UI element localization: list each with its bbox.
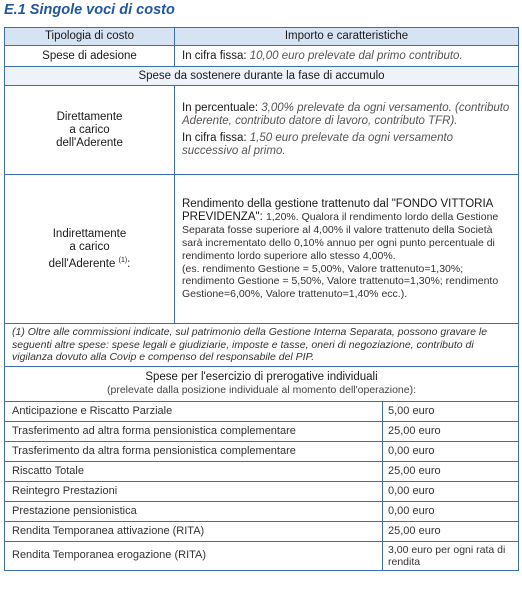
indiretto-label-line1: Indirettamente bbox=[52, 227, 127, 240]
diretto-label-line3: dell'Aderente bbox=[56, 136, 123, 149]
indiretto-colon: : bbox=[127, 257, 131, 270]
prerogative-value: 0,00 euro bbox=[383, 501, 519, 521]
prerogative-value: 0,00 euro bbox=[383, 481, 519, 501]
prerogative-value: 5,00 euro bbox=[383, 401, 519, 421]
prerogative-label: Rendita Temporanea erogazione (RITA) bbox=[5, 541, 383, 570]
indiretto-example: (es. rendimento Gestione = 5,00%, Valore trattenuto=1,30%; rendimento Gestione = 5,50%, Valore trattenuto=1,30%; rendimento Gestione=6,00%, Valore trattenuto=1,40% ecc.). bbox=[182, 262, 499, 300]
prerogative-label: Riscatto Totale bbox=[5, 461, 383, 481]
diretto-label-line2: a carico bbox=[69, 123, 110, 136]
prerogative-row bbox=[5, 401, 519, 421]
prerogative-row bbox=[5, 521, 519, 541]
diretto-label-line1: Direttamente bbox=[56, 110, 123, 123]
prerogative-value: 25,00 euro bbox=[383, 461, 519, 481]
diretto-percentuale bbox=[182, 102, 511, 128]
section-title: E.1 Singole voci di costo bbox=[4, 2, 175, 18]
prerogative-row bbox=[5, 541, 519, 570]
prerogative-row bbox=[5, 501, 519, 521]
diretto-p1-text: 3,00% prelevate da ogni versamento. (contributo Aderente, contributo datore di lavoro, contributo TFR). bbox=[182, 102, 510, 127]
indiretto-label bbox=[5, 175, 175, 324]
prerogative-title: Spese per l'esercizio di prerogative individuali bbox=[145, 370, 378, 383]
table-header-row bbox=[5, 28, 519, 46]
prerogative-rows bbox=[5, 401, 519, 570]
prerogative-row bbox=[5, 441, 519, 461]
diretto-p1-bold: In percentuale: bbox=[182, 102, 259, 114]
indiretto-bold: Rendimento della gestione trattenuto dal "FONDO VITTORIA PREVIDENZA": bbox=[182, 197, 493, 223]
prerogative-row bbox=[5, 481, 519, 501]
prerogative-section bbox=[5, 366, 519, 401]
diretto-p2-text: 1,50 euro prelevate da ogni versamento successivo al primo. bbox=[182, 132, 454, 157]
indiretto-text: 1,20%. Qualora il rendimento lordo della Gestione Separata fosse superiore al 4,00% il valore trattenuto della Società sarà incrementato dello 0,10% annuo per ogni punto percentuale di rendimento lordo superiore allo stesso 4,00%. bbox=[182, 210, 499, 262]
diretto-label bbox=[5, 86, 175, 175]
indiretto-label-line3 bbox=[5, 254, 174, 271]
prerogative-value: 3,00 euro per ogni rata di rendita bbox=[383, 541, 519, 570]
prerogative-label: Prestazione pensionistica bbox=[5, 501, 383, 521]
diretto-p2-bold: In cifra fissa: bbox=[182, 132, 247, 144]
prerogative-value: 25,00 euro bbox=[383, 521, 519, 541]
prerogative-label: Rendita Temporanea attivazione (RITA) bbox=[5, 521, 383, 541]
indiretto-value bbox=[175, 175, 519, 324]
accumulo-section-title: Spese da sostenere durante la fase di accumulo bbox=[5, 67, 519, 86]
indiretto-label-text: dell'Aderente bbox=[48, 257, 116, 270]
header-col-type: Tipologia di costo bbox=[5, 28, 175, 46]
row-indiretto bbox=[5, 175, 519, 324]
row-prerogative-section bbox=[5, 366, 519, 401]
diretto-cifra bbox=[182, 132, 511, 158]
prerogative-label: Trasferimento ad altra forma pensionistica complementare bbox=[5, 421, 383, 441]
prerogative-row bbox=[5, 421, 519, 441]
adesione-bold: In cifra fissa: bbox=[182, 49, 247, 62]
prerogative-value: 0,00 euro bbox=[383, 441, 519, 461]
prerogative-label: Trasferimento da altra forma pensionistica complementare bbox=[5, 441, 383, 461]
prerogative-row bbox=[5, 461, 519, 481]
adesione-text: 10,00 euro prelevate dal primo contributo. bbox=[249, 49, 463, 62]
prerogative-subtitle: (prelevate dalla posizione individuale al momento dell'operazione): bbox=[106, 383, 417, 396]
cost-table bbox=[4, 27, 519, 571]
footnote-ref: (1) bbox=[118, 256, 128, 264]
row-note bbox=[5, 324, 519, 367]
prerogative-label: Anticipazione e Riscatto Parziale bbox=[5, 401, 383, 421]
adesione-value bbox=[175, 46, 519, 67]
adesione-label: Spese di adesione bbox=[5, 46, 175, 67]
row-diretto bbox=[5, 86, 519, 175]
header-col-amount: Importo e caratteristiche bbox=[175, 28, 519, 46]
footnote: (1) Oltre alle commissioni indicate, sul patrimonio della Gestione Interna Separata, possono gravare le seguenti altre spese: spese legali e giudiziarie, imposte e tasse, oneri di negoziazione, contributo di vigilanza dovuto alla Covip e compenso del responsabile del PIP. bbox=[5, 324, 519, 367]
row-accumulo-section bbox=[5, 67, 519, 86]
indiretto-label-line2: a carico bbox=[69, 240, 110, 253]
prerogative-label: Reintegro Prestazioni bbox=[5, 481, 383, 501]
diretto-value bbox=[175, 86, 519, 175]
prerogative-value: 25,00 euro bbox=[383, 421, 519, 441]
row-adesione bbox=[5, 46, 519, 67]
